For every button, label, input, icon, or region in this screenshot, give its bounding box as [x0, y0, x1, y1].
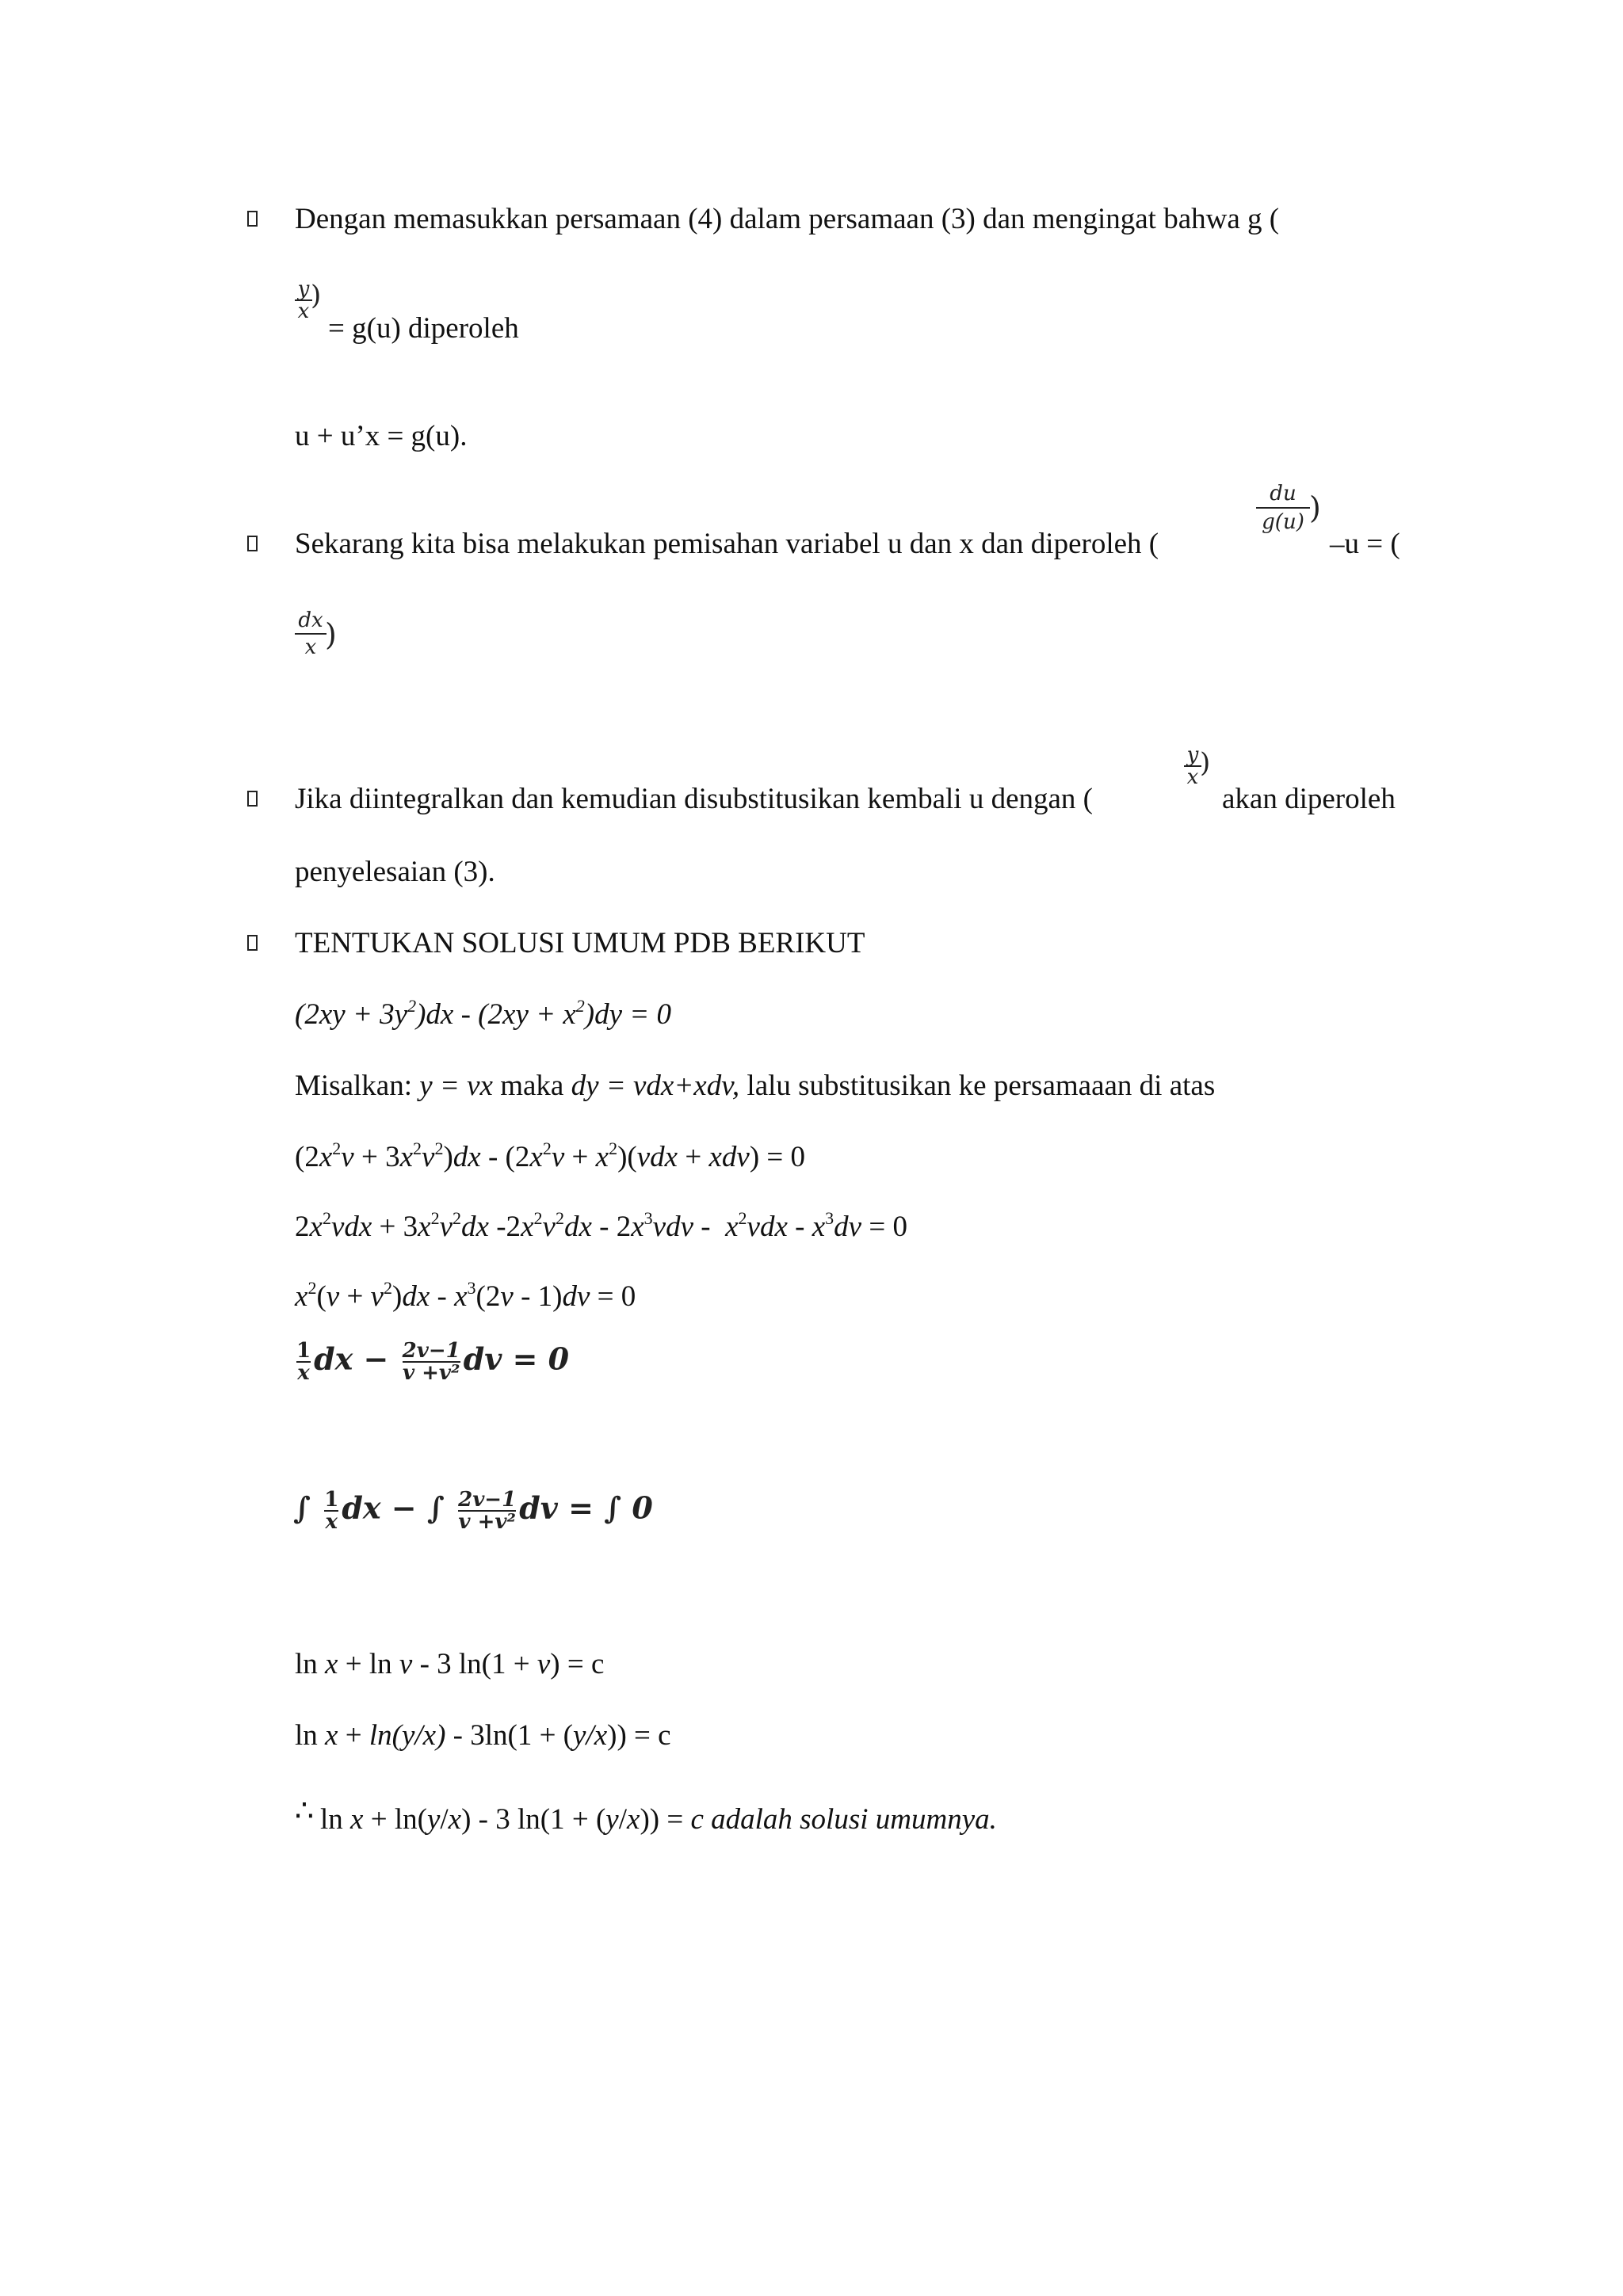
p3-line-1a: Jika diintegralkan dan kemudian disubstitusikan kembali u dengan (	[295, 783, 1094, 815]
equation-6-math: $\frac{1}{x}$ dx − $\frac{2v-1}{\text{v +v²}}$ dv = 0	[296, 1339, 570, 1385]
equation-5: $x^2(v + v^2)dx - x^3(2v - 1)dv = 0$	[295, 1278, 636, 1313]
fraction-dx-over-x: dx x	[295, 610, 327, 658]
close-paren: )	[1200, 747, 1211, 779]
p3-line-2: penyelesaian (3).	[295, 856, 495, 888]
fraction-y-over-x: y x	[295, 279, 312, 322]
p2-line-1b: –u = (	[1330, 528, 1400, 560]
p1-line-3: u + u’x = g(u).	[295, 420, 468, 452]
fraction-du-over-gu: du g(u)	[1256, 483, 1310, 532]
equation-9: ln x + ln(y/x) - 3ln(1 + (y/x)) = c	[295, 1719, 671, 1752]
p2-line-1a: Sekarang kita bisa melakukan pemisahan variabel u dan x dan diperoleh (	[295, 528, 1159, 560]
equation-10: ln x + ln(y/x) - 3 ln(1 + (y/x)) = c adalah solusi umumnya.	[320, 1803, 997, 1836]
therefore-symbol: ∴	[295, 1793, 315, 1828]
equation-1: $(2xy + 3y^2)dx - (2xy + x^2)dy = 0$	[295, 996, 672, 1031]
bullet-4	[247, 932, 258, 955]
p1-line-1: Dengan memasukkan persamaan (4) dalam persamaan (3) dan mengingat bahwa g (	[295, 203, 1280, 235]
equation-3: $(2x^2v + 3x^2v^2)dx - (2x^2v + x^2)(vdx + xdv) = 0$	[295, 1138, 806, 1173]
close-paren: )	[325, 617, 337, 652]
misalkan-line: Misalkan: y = vx maka dy = vdx+xdv, lalu substitusikan ke persamaaan di atas	[295, 1070, 1216, 1102]
equation-8: ln x + ln v - 3 ln(1 + v) = c	[295, 1648, 605, 1680]
close-paren: )	[311, 280, 322, 311]
bullet-1	[247, 208, 258, 231]
equation-4: $2x^2vdx + 3x^2v^2dx$ $-2x^2v^2dx - 2x^3vdv - x^2vdx - x^3dv = 0$	[295, 1208, 907, 1243]
bullet-2	[247, 532, 258, 556]
p1-line-2: = g(u) diperoleh	[328, 312, 519, 345]
fraction-y-over-x: y x	[1184, 745, 1201, 788]
equation-7-math: ∫ $\frac{1}{x}$ dx − ∫ $\frac{2v-1}{\text{v +v²}}$ dv = ∫ 0	[293, 1488, 653, 1534]
p4-heading: TENTUKAN SOLUSI UMUM PDB BERIKUT	[295, 927, 865, 959]
close-paren: )	[1309, 490, 1321, 525]
bullet-3	[247, 788, 258, 811]
p3-line-1b: akan diperoleh	[1222, 783, 1396, 815]
